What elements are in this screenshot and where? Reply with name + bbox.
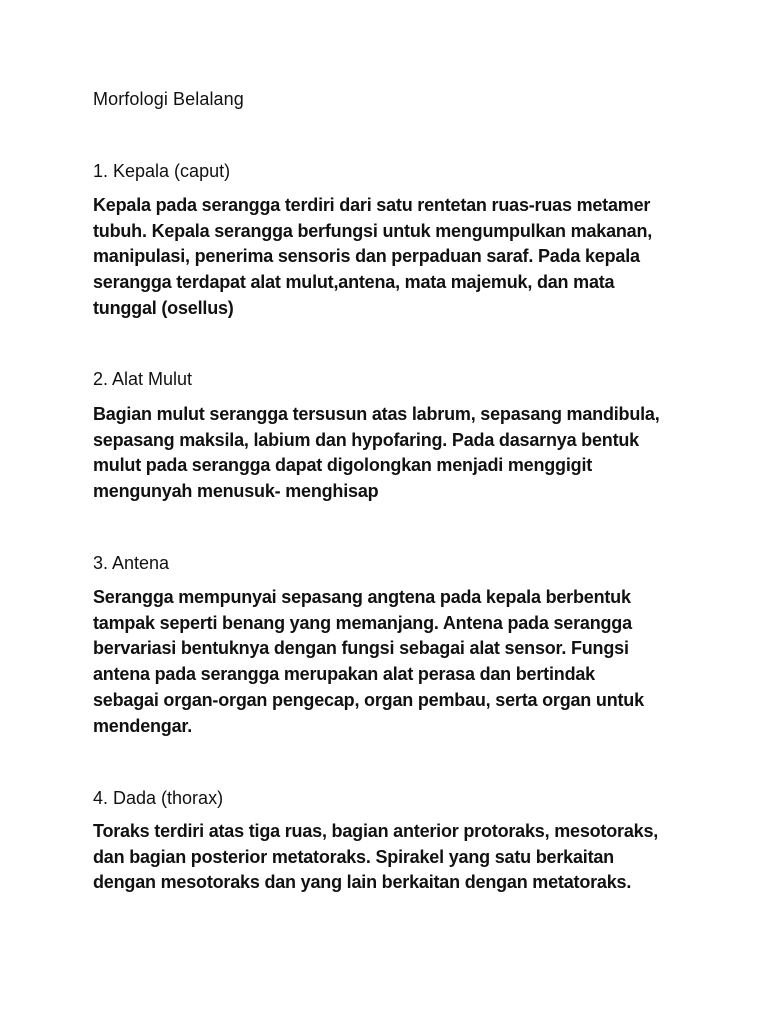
body-line: dan bagian posterior metatoraks. Spirakel yang satu berkaitan bbox=[93, 846, 614, 867]
section-heading-kepala: 1. Kepala (caput) bbox=[93, 161, 231, 181]
body-line: mengunyah menusuk- menghisap bbox=[93, 481, 379, 502]
body-line: Toraks terdiri atas tiga ruas, bagian anterior protoraks, mesotoraks, bbox=[93, 821, 659, 841]
body-line: bervariasi bentuknya dengan fungsi sebagai alat sensor. Fungsi bbox=[93, 638, 629, 659]
body-line: tunggal (osellus) bbox=[93, 297, 234, 318]
body-line: sepasang maksila, labium dan hypofaring. Pada dasarnya bentuk bbox=[93, 429, 639, 450]
body-line: antena pada serangga merupakan alat perasa dan bertindak bbox=[93, 664, 595, 685]
body-line: mendengar. bbox=[93, 715, 193, 736]
body-line: Bagian mulut serangga tersusun atas labrum, sepasang mandibula, bbox=[93, 404, 660, 424]
section-body-antena bbox=[93, 585, 693, 739]
body-line: mulut pada serangga dapat digolongkan menjadi menggigit bbox=[93, 455, 593, 476]
body-line: tampak seperti benang yang memanjang. Antena pada serangga bbox=[93, 612, 632, 633]
body-line: Serangga mempunyai sepasang angtena pada kepala berbentuk bbox=[93, 587, 631, 607]
body-line: tubuh. Kepala serangga berfungsi untuk mengumpulkan makanan, bbox=[93, 220, 653, 241]
document-title: Morfologi Belalang bbox=[93, 89, 244, 109]
section-heading-alat-mulut: 2. Alat Mulut bbox=[93, 369, 193, 389]
section-body-dada bbox=[93, 819, 693, 896]
body-line: dengan mesotoraks dan yang lain berkaitan dengan metatoraks. bbox=[93, 872, 632, 893]
section-body-alat-mulut bbox=[93, 402, 693, 505]
body-line: Kepala pada serangga terdiri dari satu rentetan ruas-ruas metamer bbox=[93, 195, 651, 215]
section-body-kepala bbox=[93, 193, 693, 322]
section-heading-antena: 3. Antena bbox=[93, 553, 170, 573]
section-heading-dada: 4. Dada (thorax) bbox=[93, 788, 224, 808]
body-line: sebagai organ-organ pengecap, organ pembau, serta organ untuk bbox=[93, 689, 644, 710]
body-line: serangga terdapat alat mulut,antena, mata majemuk, dan mata bbox=[93, 272, 615, 293]
body-line: manipulasi, penerima sensoris dan perpaduan saraf. Pada kepala bbox=[93, 246, 640, 267]
